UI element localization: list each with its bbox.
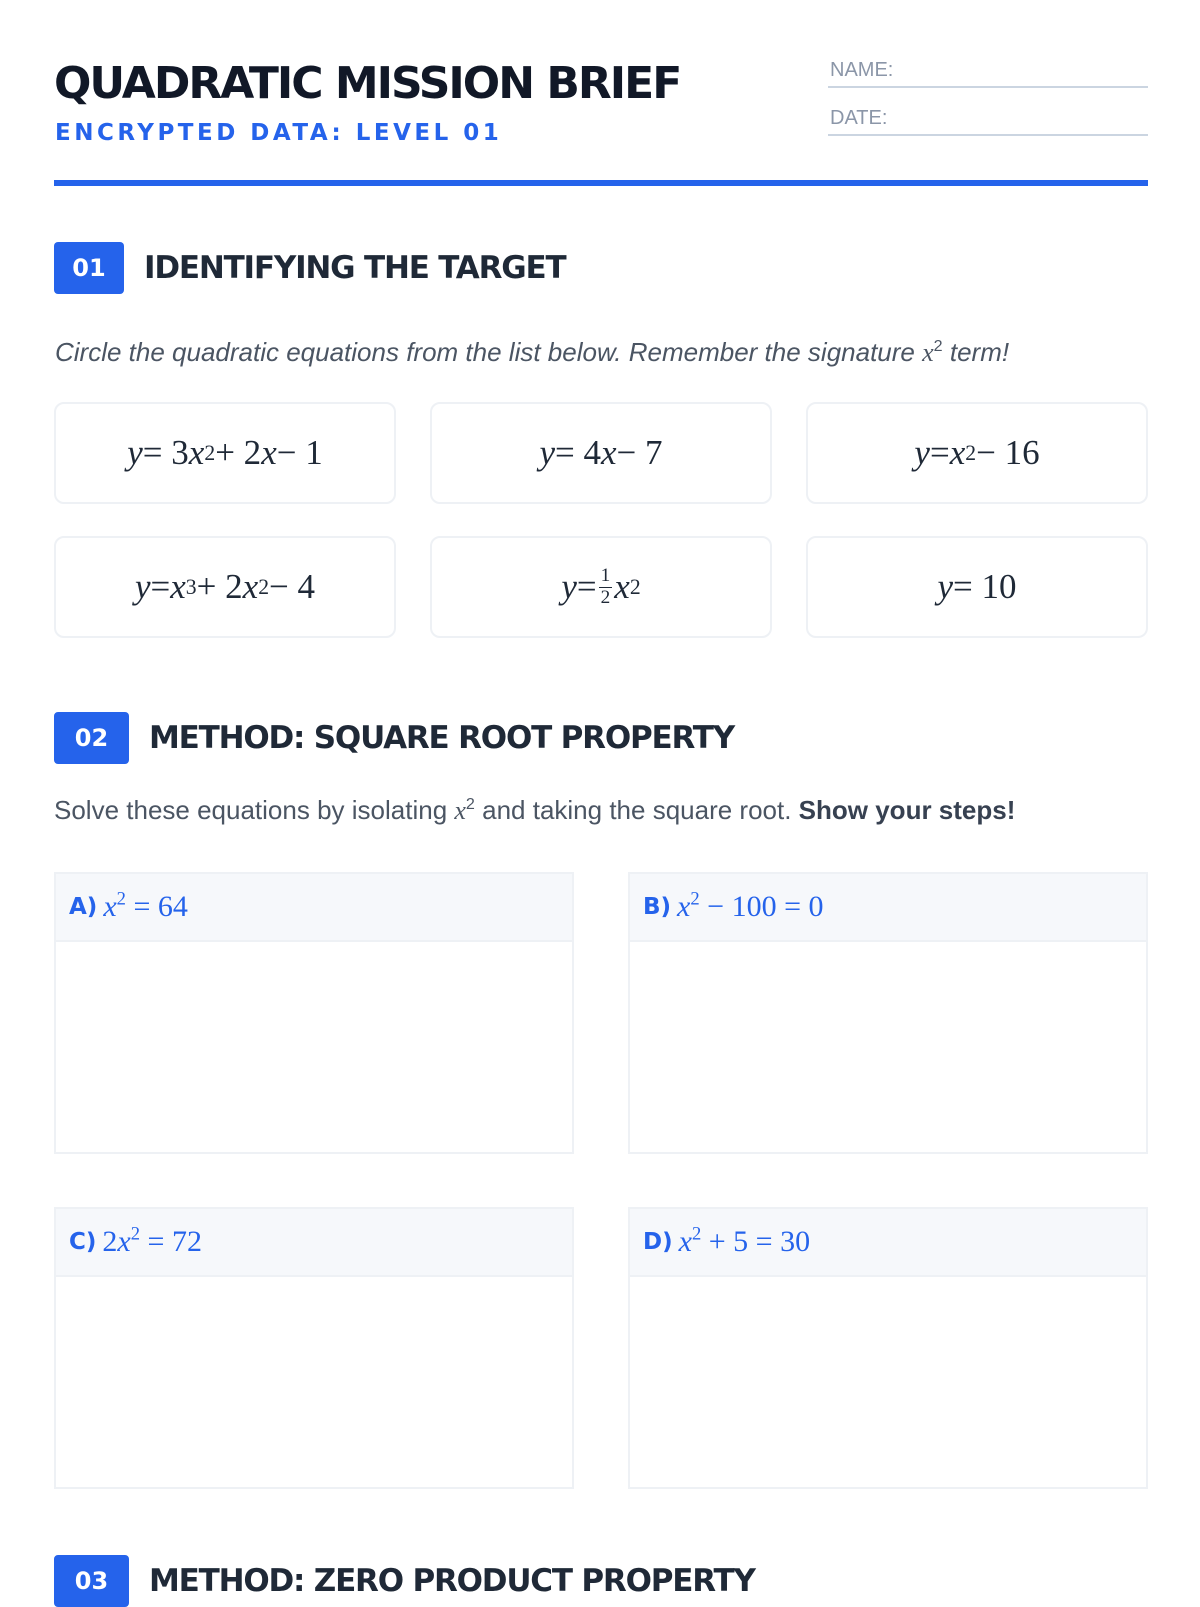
worksheet-page [54,0,1148,1600]
equation-card[interactable]: y = 4 x − 7 [430,402,772,504]
work-area[interactable] [56,942,572,1152]
problem-card-b [628,872,1148,1154]
section-1-title: IDENTIFYING THE TARGET [144,250,566,286]
section-1-instructions [55,337,1009,368]
equation-card[interactable]: y = $\frac{1}{2}$ x 2 [430,536,772,638]
instr-1-exp: 2 [933,337,943,356]
section-2-badge: 02 [54,712,129,764]
problem-header: C) $2x^2 = 72$ [56,1209,572,1277]
equation-card[interactable]: y = 10 [806,536,1148,638]
date-label: DATE: [830,107,888,129]
date-field[interactable] [828,100,1148,136]
problem-card-a [54,872,574,1154]
instr-1-pre: Circle the quadratic equations from the list below. Remember the signature [55,337,923,367]
problem-card-c [54,1207,574,1489]
instr-1-post: term! [942,337,1010,367]
work-area[interactable] [56,1277,572,1487]
section-3-header [54,1555,1148,1607]
section-2-instructions: Solve these equations by isolating $x^2$ and taking the square root. Show your steps! [54,795,1016,825]
problem-header: B) $x^2 - 100 = 0$ [630,874,1146,942]
section-1-header [54,242,1148,294]
section-3-title: METHOD: ZERO PRODUCT PROPERTY [149,1563,755,1599]
page-title: QUADRATIC MISSION BRIEF [54,58,681,109]
equation-card[interactable]: y = 3 x 2 + 2 x − 1 [54,402,396,504]
show-steps-emphasis: Show your steps! [798,795,1016,825]
section-2-title: METHOD: SQUARE ROOT PROPERTY [149,720,734,756]
section-1-badge: 01 [54,242,124,294]
page-subtitle: ENCRYPTED DATA: LEVEL 01 [55,120,503,146]
problem-header: A) $x^2 = 64$ [56,874,572,942]
problem-card-d [628,1207,1148,1489]
section-2-header [54,712,1148,764]
name-label: NAME: [830,59,894,81]
worksheet-header [54,52,1148,186]
work-area[interactable] [630,942,1146,1152]
name-field[interactable] [828,52,1148,88]
fraction: $\frac{1}{2}$ [600,565,611,608]
header-divider [54,180,1148,186]
instr-1-var: x [922,338,934,367]
work-area[interactable] [630,1277,1146,1487]
section-3-badge: 03 [54,1555,129,1607]
equation-card[interactable]: y = x 2 − 16 [806,402,1148,504]
equation-card[interactable]: y = x 3 + 2 x 2 − 4 [54,536,396,638]
problem-header: D) $x^2 + 5 = 30$ [630,1209,1146,1277]
